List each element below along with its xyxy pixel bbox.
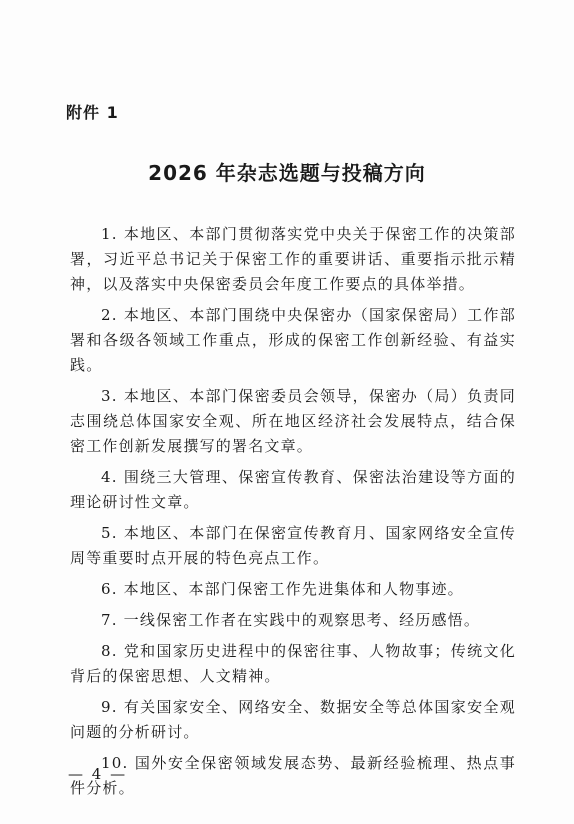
- paragraph-3: 3. 本地区、本部门保密委员会领导，保密办（局）负责同志围绕总体国家安全观、所在地区经济社会发展特点，结合保密工作创新发展撰写的署名文章。: [70, 387, 516, 455]
- paragraph-8: 8. 党和国家历史进程中的保密往事、人物故事；传统文化背后的保密思想、人文精神。: [70, 642, 516, 685]
- paragraph-1: 1. 本地区、本部门贯彻落实党中央关于保密工作的决策部署，习近平总书记关于保密工作的重要讲话、重要指示批示精神，以及落实中央保密委员会年度工作要点的具体举措。: [70, 225, 516, 293]
- attachment-label: 附件 1: [66, 103, 119, 122]
- paragraph-5: 5. 本地区、本部门在保密宣传教育月、国家网络安全宣传周等重要时点开展的特色亮点工作。: [70, 524, 516, 567]
- document-body: [70, 222, 516, 807]
- document-title: 2026 年杂志选题与投稿方向: [148, 161, 426, 185]
- paragraph-2: 2. 本地区、本部门围绕中央保密办（国家保密局）工作部署和各级各领域工作重点，形成的保密工作创新经验、有益实践。: [70, 306, 516, 374]
- paragraph-6: 6. 本地区、本部门保密工作先进集体和人物事迹。: [101, 580, 464, 598]
- page-number: — 4 —: [68, 765, 128, 783]
- paragraph-4: 4. 围绕三大管理、保密宣传教育、保密法治建设等方面的理论研讨性文章。: [70, 468, 516, 511]
- paragraph-7: 7. 一线保密工作者在实践中的观察思考、经历感悟。: [101, 611, 481, 629]
- paragraph-9: 9. 有关国家安全、网络安全、数据安全等总体国家安全观问题的分析研讨。: [70, 698, 516, 741]
- paragraph-10: 10. 国外安全保密领域发展态势、最新经验梳理、热点事件分析。: [70, 754, 516, 797]
